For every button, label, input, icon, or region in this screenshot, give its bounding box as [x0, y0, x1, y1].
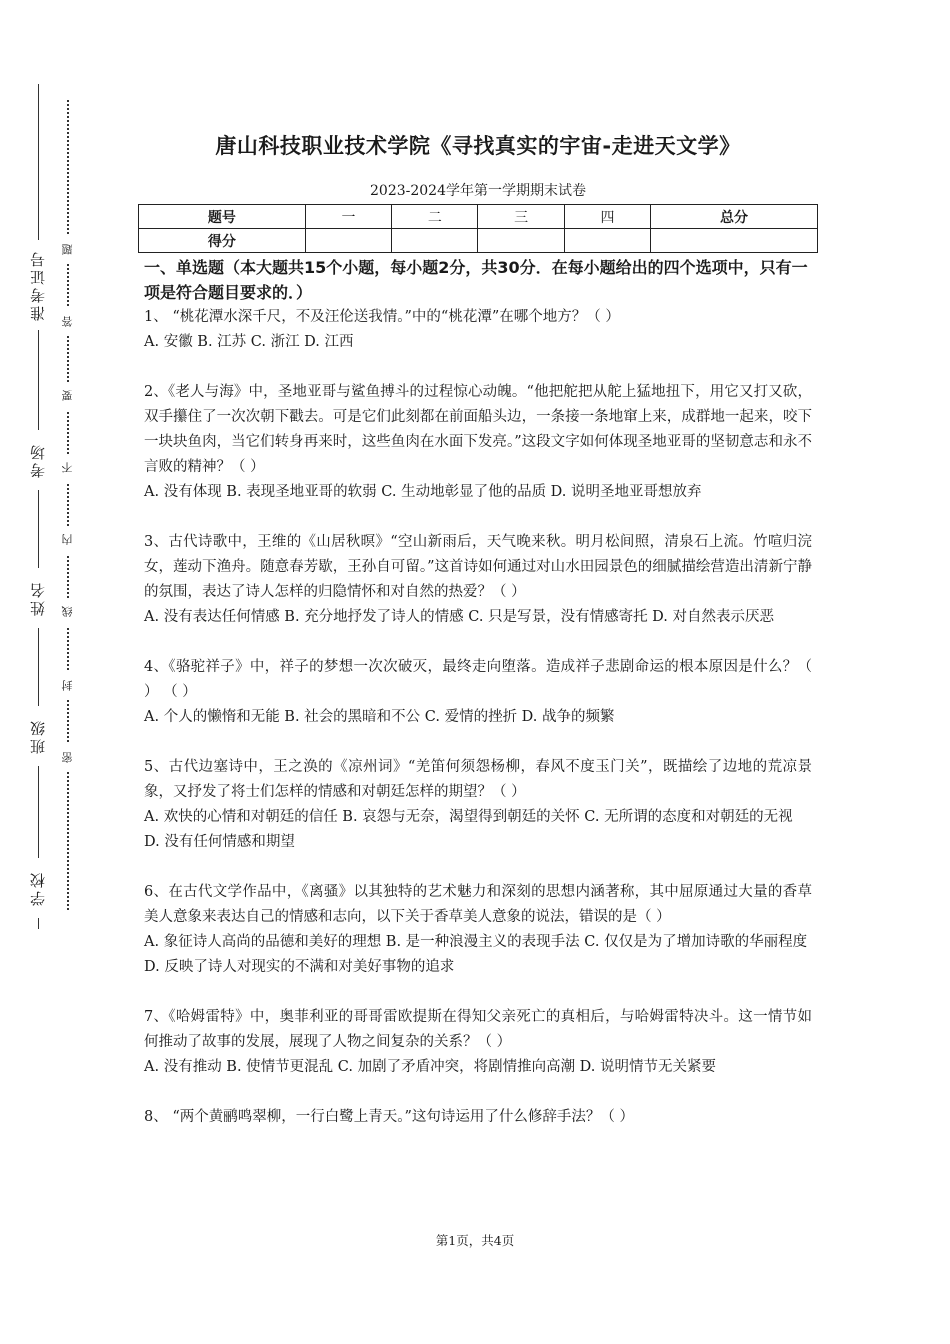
question-stem: 1、 “桃花潭水深千尺，不及汪伦送我情。”中的“桃花潭”在哪个地方？（ ）	[144, 309, 620, 325]
name-label: 姓名	[18, 568, 58, 628]
question-stem: 7、《哈姆雷特》中，奥菲利亚的哥哥雷欧提斯在得知父亲死亡的真相后，与哈姆雷特决斗。这一情节如何推动了故事的发展，展现了人物之间复杂的关系？（ ）	[144, 1009, 812, 1050]
question-options: A. 象征诗人高尚的品德和美好的理想 B. 是一种浪漫主义的表现手法 C. 仅仅是为了增加诗歌的华丽程度 D. 反映了诗人对现实的不满和对美好事物的追求	[144, 934, 808, 975]
question-stem: 5、古代边塞诗中，王之涣的《凉州词》“羌笛何须怨杨柳，春风不度玉门关”，既描绘了边地的荒凉景象，又抒发了将士们怎样的情感和对朝廷怎样的期望？（ ）	[144, 759, 812, 800]
score-table-header-row	[139, 205, 818, 229]
question-stem: 4、《骆驼祥子》中，祥子的梦想一次次破灭，最终走向堕落。造成祥子悲剧命运的根本原因是什么？（ ） （ ）	[144, 659, 812, 700]
exam-number-label: 准考证号	[18, 240, 58, 330]
section-title: 一、单选题（本大题共15个小题，每小题2分，共30分．在每小题给出的四个选项中，只有一项是符合题目要求的．）	[144, 258, 808, 302]
spacer	[144, 505, 812, 530]
seal-char: 线	[58, 598, 78, 626]
question-2	[144, 380, 812, 505]
seal-char: 密	[58, 744, 78, 772]
question-7	[144, 1005, 812, 1080]
seal-dotted-line	[67, 100, 69, 910]
question-options: A. 个人的懒惰和无能 B. 社会的黑暗和不公 C. 爱情的挫折 D. 战争的频繁	[144, 709, 615, 725]
score-cell: 二	[392, 205, 478, 229]
seal-char: 题	[58, 236, 78, 264]
score-cell: 一	[305, 205, 391, 229]
question-stem: 2、《老人与海》中，圣地亚哥与鲨鱼搏斗的过程惊心动魄。“他把舵把从舵上猛地扭下，用它又打又砍，双手攥住了一次次朝下戳去。可是它们此刻都在前面船头边，一条接一条地窜上来，成群地一起来，咬下一块块鱼肉，当它们转身再来时，这些鱼肉在水面下发亮。”这段文字如何体现圣地亚哥的坚韧意志和永不言败的精神？（ ）	[144, 384, 812, 475]
spacer	[144, 355, 812, 380]
question-4	[144, 655, 812, 730]
question-8	[144, 1105, 812, 1130]
exam-subtitle: 2023-2024学年第一学期期末试卷	[370, 183, 586, 199]
binding-margin	[0, 0, 110, 1344]
score-entry-cell[interactable]	[478, 229, 564, 253]
seal-char: 封	[58, 672, 78, 700]
seal-char: 内	[58, 526, 78, 554]
question-1	[144, 305, 812, 355]
exam-room-label: 考场	[18, 430, 58, 490]
exam-title: 唐山科技职业技术学院《寻找真实的宇宙-走进天文学》	[215, 134, 741, 158]
seal-char: 要	[58, 382, 78, 410]
score-table-score-row	[139, 229, 818, 253]
spacer	[144, 730, 812, 755]
spacer	[144, 980, 812, 1005]
score-entry-cell[interactable]	[392, 229, 478, 253]
question-3	[144, 530, 812, 630]
question-options: A. 没有推动 B. 使情节更混乱 C. 加剧了矛盾冲突，将剧情推向高潮 D. 说明情节无关紧要	[144, 1059, 717, 1075]
question-options: A. 欢快的心情和对朝廷的信任 B. 哀怨与无奈，渴望得到朝廷的关怀 C. 无所谓的态度和对朝廷的无视 D. 没有任何情感和期望	[144, 809, 793, 850]
spacer	[144, 630, 812, 655]
score-cell: 总分	[651, 205, 818, 229]
question-6	[144, 880, 812, 980]
score-entry-cell[interactable]	[305, 229, 391, 253]
score-cell: 三	[478, 205, 564, 229]
question-stem: 8、 “两个黄鹂鸣翠柳，一行白鹭上青天。”这句诗运用了什么修辞手法？（ ）	[144, 1109, 635, 1125]
score-cell: 四	[564, 205, 650, 229]
spacer	[144, 1080, 812, 1105]
question-stem: 6、在古代文学作品中，《离骚》以其独特的艺术魅力和深刻的思想内涵著称，其中屈原通过大量的香草美人意象来表达自己的情感和志向，以下关于香草美人意象的说法，错误的是（ ）	[144, 884, 812, 925]
score-cell: 题号	[139, 205, 306, 229]
question-stem: 3、古代诗歌中，王维的《山居秋暝》“空山新雨后，天气晚来秋。明月松间照，清泉石上流。竹喧归浣女，莲动下渔舟。随意春芳歇，王孙自可留。”这首诗如何通过对山水田园景色的细腻描绘营造出清新宁静的氛围，表达了诗人怎样的归隐情怀和对自然的热爱？（ ）	[144, 534, 812, 600]
seal-char: 答	[58, 308, 78, 336]
school-label: 学校	[18, 858, 58, 918]
spacer	[144, 855, 812, 880]
question-5	[144, 755, 812, 855]
page-footer: 第1页，共4页	[435, 1233, 515, 1248]
exam-content	[144, 130, 812, 1130]
question-options: A. 安徽 B. 江苏 C. 浙江 D. 江西	[144, 334, 354, 350]
class-label: 班级	[18, 706, 58, 766]
question-options: A. 没有表达任何情感 B. 充分地抒发了诗人的情感 C. 只是写景，没有情感寄托 D. 对自然表示厌恶	[144, 609, 775, 625]
score-entry-cell[interactable]	[564, 229, 650, 253]
binding-line	[38, 84, 39, 929]
score-entry-cell[interactable]	[651, 229, 818, 253]
question-options: A. 没有体现 B. 表现圣地亚哥的软弱 C. 生动地彰显了他的品质 D. 说明圣地亚哥想放弃	[144, 484, 702, 500]
seal-char: 不	[58, 454, 78, 482]
score-table	[138, 204, 818, 253]
score-cell: 得分	[139, 229, 306, 253]
